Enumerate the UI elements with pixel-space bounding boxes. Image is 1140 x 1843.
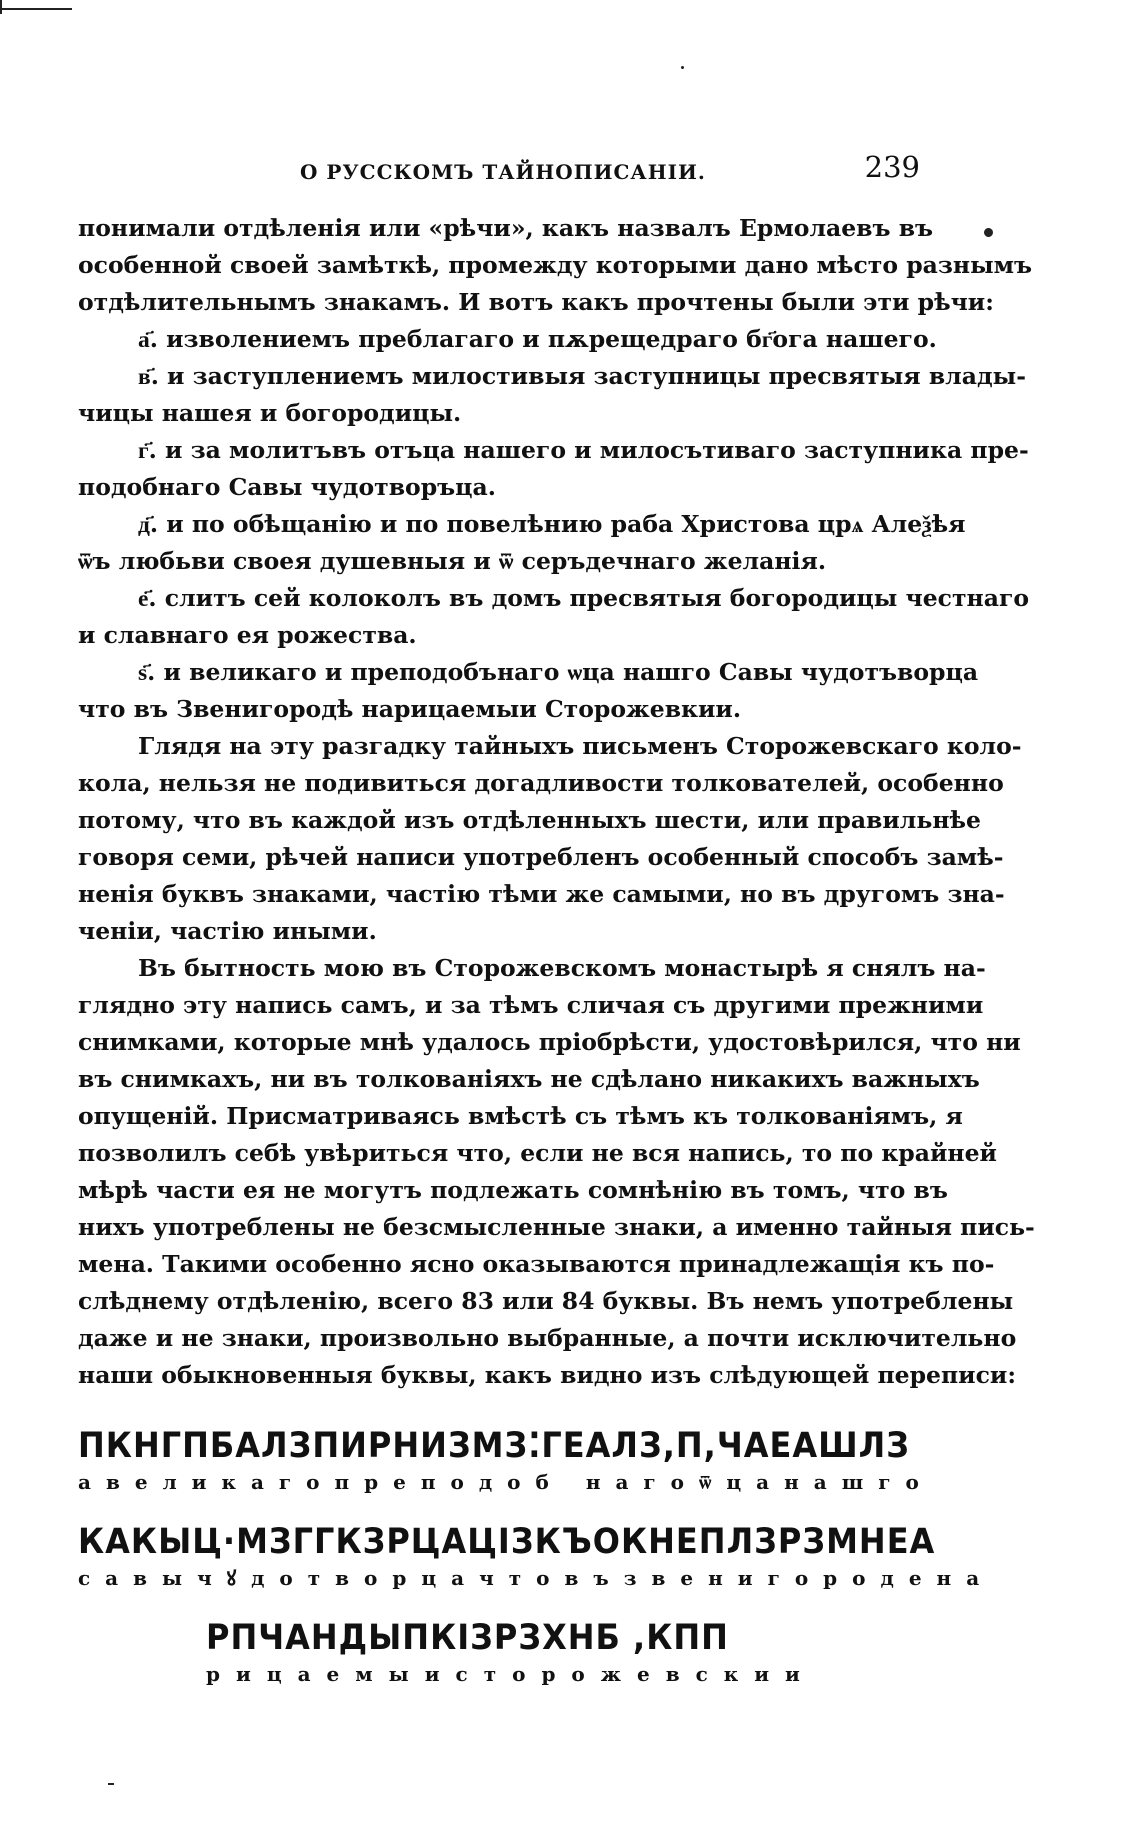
text-line: позволилъ себѣ увѣриться что, если не вся напись, то по крайней [78, 1139, 997, 1167]
text-line: понимали отдѣленія или «рѣчи», какъ назвалъ Ермолаевъ въ [78, 214, 934, 242]
text-line: наши обыкновенныя буквы, какъ видно изъ слѣдующей переписи: [78, 1361, 1017, 1389]
reading-item-3-cont: подобнаго Савы чудотворъца. [78, 473, 496, 501]
reading-item-4: д҃. и по обѣщанiю и по повелѣнию раба Христова црѧ Алеѯѣя [138, 510, 966, 538]
reading-item-4-cont: ѿъ любьви своея душевныя и ѿ серъдечнаго желанiя. [78, 547, 827, 575]
cipher-reading-3: рицаемыисторожевскии [206, 1662, 816, 1686]
cipher-line-3: РПЧАНДЫПКІЗРЗХНБ ,КПП [206, 1616, 729, 1658]
text-line: нихъ употреблены не безсмысленные знаки, а именно тайныя пись- [78, 1213, 1035, 1241]
scan-edge-mark-vertical [0, 0, 2, 14]
intro-paragraph [78, 210, 1033, 321]
scan-speck [108, 1783, 114, 1785]
cipher-transcription [78, 1424, 995, 1690]
reading-item-5-cont: и славнаго ея рожества. [78, 621, 417, 649]
reading-item-2-cont: чицы нашея и богородицы. [78, 399, 462, 427]
scan-speck [681, 66, 684, 69]
text-line: ченіи, частію иными. [78, 917, 377, 945]
cipher-reading-2: савычꙋдотворцачтовъзвенигородена [78, 1566, 995, 1590]
text-line: мена. Такими особенно ясно оказываются принадлежащія къ по- [78, 1250, 995, 1278]
text-line: Глядя на эту разгадку тайныхъ письменъ Сторожевскаго коло- [138, 732, 1022, 760]
text-line: особенной своей замѣткѣ, промежду которыми дано мѣсто разнымъ [78, 251, 1033, 279]
text-line: Въ бытность мою въ Сторожевскомъ монастырѣ я снялъ на- [138, 954, 986, 982]
running-title: О РУССКОМЪ ТАЙНОПИСАНIИ. [300, 160, 706, 184]
text-line: даже и не знаки, произвольно выбранные, а почти исключительно [78, 1324, 1017, 1352]
paragraph-2 [78, 950, 1035, 1394]
reading-list [78, 321, 1030, 728]
text-line: глядно эту напись самъ, и за тѣмъ сличая съ другими прежними [78, 991, 984, 1019]
cipher-reading-1: авеликагопреподоб нагоѿцанашго [78, 1470, 934, 1494]
text-line: снимками, которые мнѣ удалось пріобрѣсти, удостовѣрился, что ни [78, 1028, 1021, 1056]
reading-item-3: г҃. и за молитъвъ отъца нашего и милосътиваго заступника пре- [138, 436, 1029, 464]
reading-item-6-cont: что въ Звенигородѣ нарицаемыи Сторожевкии. [78, 695, 742, 723]
text-line: потому, что въ каждой изъ отдѣленныхъ шести, или правильнѣе [78, 806, 982, 834]
cipher-line-2: КАКЫЦ·МЗГГКЗРЦАЦІЗКЪОКНЕПЛЗРЗМНЕА [78, 1520, 936, 1562]
paragraph-1 [78, 728, 1022, 950]
scan-speck [982, 226, 994, 238]
text-line: говоря семи, рѣчей написи употребленъ особенный способъ замѣ- [78, 843, 1004, 871]
scan-edge-mark [0, 8, 72, 10]
text-line: кола, нельзя не подивиться догадливости толкователей, особенно [78, 769, 1004, 797]
text-line: мѣрѣ части ея не могутъ подлежать сомнѣнію въ томъ, что въ [78, 1176, 948, 1204]
reading-item-2: в҃. и заступлениемъ милостивыя заступницы пресвятыя влады- [138, 362, 1026, 390]
reading-item-1: а҃. изволениемъ преблагаго и пѫрещедраго бг҃ога нашего. [138, 325, 937, 353]
reading-item-5: е҃. слитъ сей колоколъ въ домъ пресвятыя богородицы честнаго [138, 584, 1030, 612]
text-line: отдѣлительнымъ знакамъ. И вотъ какъ прочтены были эти рѣчи: [78, 288, 994, 316]
book-page [78, 150, 1035, 1712]
running-head [78, 150, 920, 190]
text-line: опущеній. Присматриваясь вмѣстѣ съ тѣмъ къ толкованіямъ, я [78, 1102, 963, 1130]
text-line: въ снимкахъ, ни въ толкованіяхъ не сдѣлано никакихъ важныхъ [78, 1065, 980, 1093]
reading-item-6: ѕ҃. и великаго и преподобънаго ѡца нашго Савы чудотъворца [138, 658, 979, 686]
page-number: 239 [864, 150, 920, 184]
text-line: слѣднему отдѣленію, всего 83 или 84 буквы. Въ немъ употреблены [78, 1287, 1014, 1315]
cipher-line-1: ПКНГПБАЛЗПИРНИЗМЗ⁚ГЕАЛЗ,П,ЧАЕАШЛЗ [78, 1424, 910, 1466]
text-line: ненія буквъ знаками, частію тѣми же самыми, но въ другомъ зна- [78, 880, 1005, 908]
